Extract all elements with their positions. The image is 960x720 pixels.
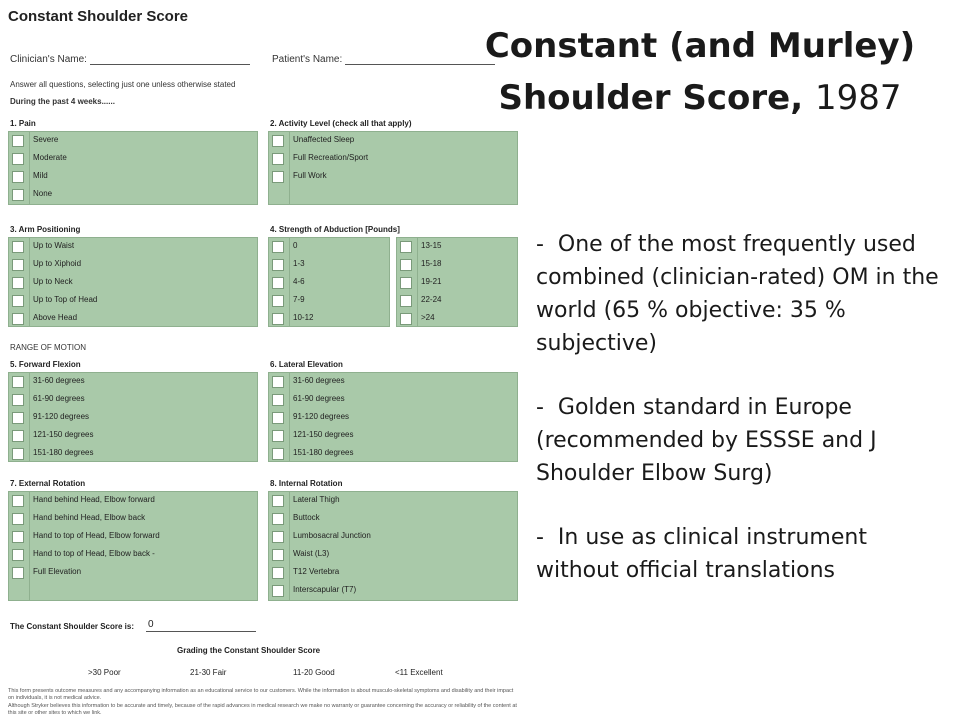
section-arm-title: 3. Arm Positioning <box>10 225 81 234</box>
strength-option[interactable]: 10-12 <box>269 310 389 328</box>
strength-option[interactable]: 19-21 <box>397 274 517 292</box>
bullet-list <box>536 228 951 618</box>
external-box <box>8 491 258 601</box>
grade-excellent: <11 Excellent <box>395 668 443 677</box>
checkbox[interactable] <box>272 495 284 507</box>
checkbox[interactable] <box>12 277 24 289</box>
strength-option[interactable]: 22-24 <box>397 292 517 310</box>
pain-box <box>8 131 258 205</box>
elevation-option[interactable]: 61-90 degrees <box>269 391 517 409</box>
external-option[interactable]: Hand behind Head, Elbow forward <box>9 492 257 510</box>
arm-option[interactable]: Up to Waist <box>9 238 257 256</box>
pain-option[interactable]: Mild <box>9 168 257 186</box>
checkbox[interactable] <box>12 189 24 201</box>
strength-option[interactable]: 4-6 <box>269 274 389 292</box>
checkbox[interactable] <box>272 394 284 406</box>
flexion-option[interactable]: 91-120 degrees <box>9 409 257 427</box>
section-activity-title: 2. Activity Level (check all that apply) <box>270 119 412 128</box>
checkbox[interactable] <box>400 277 412 289</box>
section-external-title: 7. External Rotation <box>10 479 86 488</box>
checkbox[interactable] <box>272 531 284 543</box>
internal-option[interactable]: T12 Vertebra <box>269 564 517 582</box>
section-internal-title: 8. Internal Rotation <box>270 479 343 488</box>
activity-option[interactable]: Full Recreation/Sport <box>269 150 517 168</box>
checkbox[interactable] <box>12 313 24 325</box>
pain-option[interactable]: None <box>9 186 257 204</box>
checkbox[interactable] <box>12 241 24 253</box>
section-flexion-title: 5. Forward Flexion <box>10 360 81 369</box>
internal-option[interactable]: Buttock <box>269 510 517 528</box>
grade-poor: >30 Poor <box>88 668 121 677</box>
grade-good: 11-20 Good <box>293 668 335 677</box>
checkbox[interactable] <box>272 567 284 579</box>
bullet-item: - Golden standard in Europe (recommended by ESSSE and J Shoulder Elbow Surg) <box>536 395 877 486</box>
checkbox[interactable] <box>12 135 24 147</box>
checkbox[interactable] <box>12 171 24 183</box>
flexion-option[interactable]: 121-150 degrees <box>9 427 257 445</box>
external-option[interactable]: Hand behind Head, Elbow back <box>9 510 257 528</box>
activity-box <box>268 131 518 205</box>
strength-box-right <box>396 237 518 327</box>
checkbox[interactable] <box>272 412 284 424</box>
checkbox[interactable] <box>12 412 24 424</box>
strength-option[interactable]: 0 <box>269 238 389 256</box>
activity-option[interactable]: Unaffected Sleep <box>269 132 517 150</box>
patient-name-label: Patient's Name: <box>272 54 343 65</box>
elevation-box <box>268 372 518 462</box>
internal-option[interactable]: Lumbosacral Junction <box>269 528 517 546</box>
strength-option[interactable]: 13-15 <box>397 238 517 256</box>
checkbox[interactable] <box>400 259 412 271</box>
activity-option[interactable]: Full Work <box>269 168 517 186</box>
internal-option[interactable]: Interscapular (T7) <box>269 582 517 600</box>
checkbox[interactable] <box>272 135 284 147</box>
strength-option[interactable]: 7-9 <box>269 292 389 310</box>
disclaimer-1: This form presents outcome measures and any accompanying information as an educational service to our customers. While the information is about musculo-skeletal symptoms and disability and their impact on individuals, it is not medical advice. <box>8 688 514 701</box>
checkbox[interactable] <box>12 495 24 507</box>
external-option[interactable]: Hand to top of Head, Elbow back - <box>9 546 257 564</box>
strength-box-left <box>268 237 390 327</box>
grading-title: Grading the Constant Shoulder Score <box>177 646 321 655</box>
checkbox[interactable] <box>12 430 24 442</box>
clinician-name-line[interactable] <box>90 54 250 65</box>
section-strength-title: 4. Strength of Abduction [Pounds] <box>270 225 400 234</box>
checkbox[interactable] <box>272 585 284 597</box>
slide-title-year: 1987 <box>814 78 902 118</box>
clinician-name-label: Clinician's Name: <box>10 54 87 65</box>
strength-option[interactable]: >24 <box>397 310 517 328</box>
bullet-item: - In use as clinical instrument without official translations <box>536 525 867 583</box>
arm-option[interactable]: Up to Top of Head <box>9 292 257 310</box>
pain-option[interactable]: Moderate <box>9 150 257 168</box>
form-instructions: Answer all questions, selecting just one unless otherwise stated <box>10 80 236 89</box>
checkbox[interactable] <box>12 549 24 561</box>
form-title: Constant Shoulder Score <box>8 8 189 25</box>
range-of-motion-heading: RANGE OF MOTION <box>10 343 86 352</box>
score-value: 0 <box>148 619 154 630</box>
checkbox[interactable] <box>272 171 284 183</box>
score-label: The Constant Shoulder Score is: <box>10 622 135 631</box>
grade-fair: 21-30 Fair <box>190 668 227 677</box>
checkbox[interactable] <box>272 549 284 561</box>
checkbox[interactable] <box>400 241 412 253</box>
slide-title-name: Shoulder Score, <box>498 78 804 118</box>
flexion-option[interactable]: 61-90 degrees <box>9 391 257 409</box>
pain-option[interactable]: Severe <box>9 132 257 150</box>
checkbox[interactable] <box>400 295 412 307</box>
checkbox[interactable] <box>272 313 284 325</box>
arm-option[interactable]: Above Head <box>9 310 257 328</box>
checkbox[interactable] <box>272 295 284 307</box>
flexion-option[interactable]: 151-180 degrees <box>9 445 257 463</box>
internal-box <box>268 491 518 601</box>
checkbox[interactable] <box>272 241 284 253</box>
checkbox[interactable] <box>400 313 412 325</box>
external-option[interactable]: Hand to top of Head, Elbow forward <box>9 528 257 546</box>
checkbox[interactable] <box>12 567 24 579</box>
section-elevation-title: 6. Lateral Elevation <box>270 360 343 369</box>
slide-title-line1: Constant (and Murley) <box>484 26 916 66</box>
disclaimer-2: Although Stryker believes this information to be accurate and timely, because of the rapid advances in medical research we make no warranty or guarantee concerning the accuracy or reliability of the content at this site or other sites to which we link. <box>8 703 517 716</box>
arm-box <box>8 237 258 327</box>
score-field[interactable] <box>146 619 256 632</box>
clinician-name-field <box>10 54 250 65</box>
section-pain-title: 1. Pain <box>10 119 36 128</box>
checkbox[interactable] <box>12 513 24 525</box>
checkbox[interactable] <box>272 277 284 289</box>
strength-option[interactable]: 15-18 <box>397 256 517 274</box>
strength-option[interactable]: 1-3 <box>269 256 389 274</box>
form-period: During the past 4 weeks...... <box>10 97 115 106</box>
checkbox[interactable] <box>12 153 24 165</box>
checkbox[interactable] <box>272 153 284 165</box>
checkbox[interactable] <box>12 531 24 543</box>
patient-name-field <box>272 54 495 65</box>
checkbox[interactable] <box>12 376 24 388</box>
arm-option[interactable]: Up to Xiphoid <box>9 256 257 274</box>
checkbox[interactable] <box>272 448 284 460</box>
flexion-option[interactable]: 31-60 degrees <box>9 373 257 391</box>
elevation-option[interactable]: 31-60 degrees <box>269 373 517 391</box>
checkbox[interactable] <box>272 430 284 442</box>
checkbox[interactable] <box>12 394 24 406</box>
flexion-box <box>8 372 258 462</box>
checkbox[interactable] <box>272 259 284 271</box>
internal-option[interactable]: Lateral Thigh <box>269 492 517 510</box>
external-option[interactable]: Full Elevation <box>9 564 257 582</box>
elevation-option[interactable]: 151-180 degrees <box>269 445 517 463</box>
checkbox[interactable] <box>12 295 24 307</box>
elevation-option[interactable]: 91-120 degrees <box>269 409 517 427</box>
internal-option[interactable]: Waist (L3) <box>269 546 517 564</box>
bullet-item: - One of the most frequently used combined (clinician-rated) OM in the world (65 % objective: 35 % subjective) <box>536 232 939 356</box>
checkbox[interactable] <box>12 448 24 460</box>
arm-option[interactable]: Up to Neck <box>9 274 257 292</box>
elevation-option[interactable]: 121-150 degrees <box>269 427 517 445</box>
slide-title-line2 <box>465 72 935 124</box>
checkbox[interactable] <box>272 513 284 525</box>
slide-title <box>465 20 935 124</box>
checkbox[interactable] <box>272 376 284 388</box>
checkbox[interactable] <box>12 259 24 271</box>
